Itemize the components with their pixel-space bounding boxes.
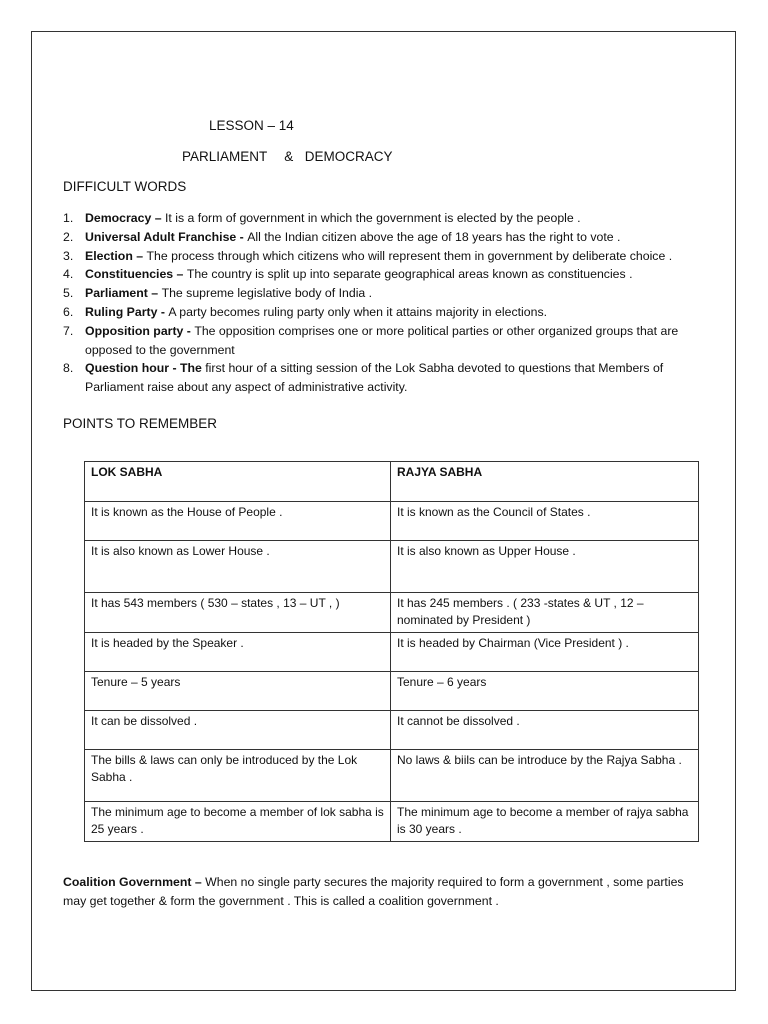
table-cell: It has 245 members . ( 233 -states & UT , 12 – nominated by President ) [391,593,699,633]
term: Democracy – [85,211,165,225]
comparison-table [84,461,699,842]
table-cell: It is also known as Upper House . [391,541,699,593]
term: Constituencies – [85,267,187,282]
definition: A party becomes ruling party only when it attains majority in elections. [168,304,548,319]
header-cell-lok-sabha: LOK SABHA [85,462,391,502]
list-item [63,284,703,303]
definition: It is a form of government in which the government is elected by the people . [164,211,581,225]
table-cell: It is also known as Lower House . [85,541,391,593]
lesson-number: LESSON – 14 [209,118,294,133]
item-number: 3. [63,248,74,263]
list-item [63,359,703,397]
definition: When no single party secures the majority required to form a government , some parties may get together & form the government . This is called a coalition government . [63,875,684,908]
item-number: 4. [63,267,74,282]
item-number: 1. [63,211,74,225]
definition: The opposition comprises one or more political parties or other organized groups that are opposed to the government [85,323,679,357]
table-cell: Tenure – 5 years [85,672,391,711]
table-cell: The bills & laws can only be introduced by the Lok Sabha . [85,750,391,802]
table-cell: The minimum age to become a member of lok sabha is 25 years . [85,802,391,842]
header-cell-rajya-sabha: RAJYA SABHA [391,462,699,502]
table-cell: It is known as the Council of States . [391,502,699,541]
table-cell: The minimum age to become a member of rajya sabha is 30 years . [391,802,699,842]
table-cell: It cannot be dissolved . [391,711,699,750]
list-item [63,303,703,322]
difficult-words-heading: DIFFICULT WORDS [63,179,187,194]
definition: first hour of a sitting session of the Lok Sabha devoted to questions that Members of Parliament raise about any aspect of administrative activity. [85,361,664,395]
list-item [63,209,703,228]
definition: All the Indian citizen above the age of 18 years has the right to vote . [247,229,621,244]
table-row [85,750,699,802]
list-item [63,247,703,266]
term: Question hour - The [85,361,206,376]
term: Universal Adult Franchise - [85,229,248,244]
table-cell: It can be dissolved . [85,711,391,750]
table-cell: Tenure – 6 years [391,672,699,711]
table-row [85,633,699,672]
page-title: PARLIAMENT & DEMOCRACY [182,149,393,164]
table-row [85,502,699,541]
definition: The supreme legislative body of India . [161,286,373,301]
table-row [85,802,699,842]
item-number: 7. [63,323,74,338]
definition: The process through which citizens who will represent them in government by deliberate choice . [146,248,673,263]
list-item [63,228,703,247]
term: Parliament – [85,286,162,301]
difficult-words-list [63,209,703,397]
table-cell: It has 543 members ( 530 – states , 13 – UT , ) [85,593,391,633]
term: Opposition party - [85,323,195,338]
table-row [85,593,699,633]
table-cell: It is known as the House of People . [85,502,391,541]
term: Ruling Party - [85,304,169,319]
term: Election – [85,248,147,263]
table-header-row [85,462,699,502]
table-cell: It is headed by the Speaker . [85,633,391,672]
item-number: 5. [63,286,74,301]
item-number: 6. [63,304,74,319]
table-row [85,541,699,593]
points-to-remember-heading: POINTS TO REMEMBER [63,416,218,431]
coalition-paragraph [63,873,703,910]
table-cell: No laws & biils can be introduce by the Rajya Sabha . [391,750,699,802]
table-row [85,711,699,750]
table-cell: It is headed by Chairman (Vice President ) . [391,633,699,672]
item-number: 2. [63,229,74,244]
definition: The country is split up into separate geographical areas known as constituencies . [186,267,633,282]
list-item [63,265,703,284]
item-number: 8. [63,361,74,376]
term: Coalition Government – [63,875,206,889]
list-item [63,322,703,360]
table-row [85,672,699,711]
